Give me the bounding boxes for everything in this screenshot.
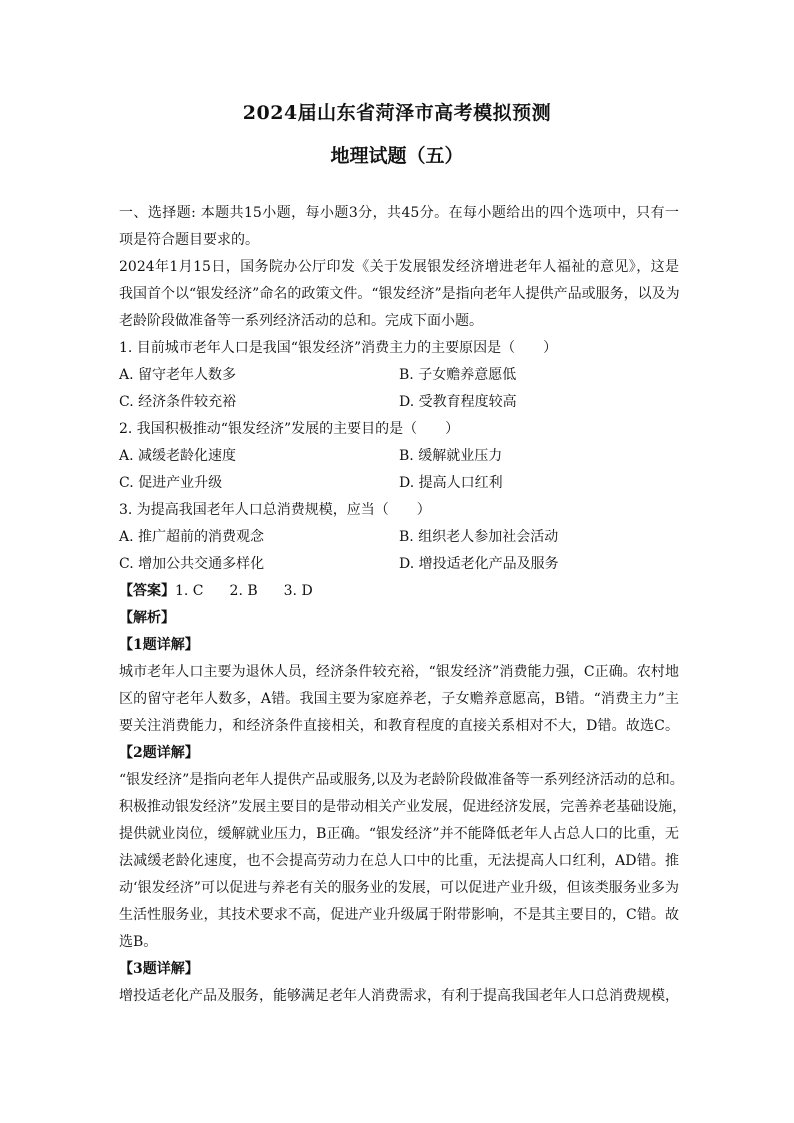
option-row — [119, 362, 679, 389]
detail-heading: 【1题详解】 — [119, 637, 199, 653]
detail-line: 提供就业岗位，缓解就业压力，B正确。“银发经济”并不能降低老年人占总人口的比重，无 — [119, 826, 679, 842]
question-stem: 1. 目前城市老年人口是我国“银发经济”消费主力的主要原因是（ ） — [119, 340, 558, 356]
analysis-heading: 【解析】 — [119, 610, 175, 626]
passage-line: 我国首个以“银发经济”命名的政策文件。“银发经济”是指向老年人提供产品或服务，以及为 — [119, 286, 680, 302]
detail-line: 区的留守老年人数多，A错。我国主要为家庭养老，子女赡养意愿高，B错。“消费主力”主 — [119, 691, 679, 707]
detail-heading: 【2题详解】 — [119, 745, 199, 761]
option-b: B. 组织老人参加社会活动 — [399, 529, 559, 545]
detail-line: 增投适老化产品及服务，能够满足老年人消费需求，有利于提高我国老年人口总消费规模， — [119, 988, 679, 1004]
question-stem: 3. 为提高我国老年人口总消费规模，应当（ ） — [119, 502, 431, 518]
document-body — [119, 200, 687, 1010]
option-a: A. 推广超前的消费观念 — [119, 529, 265, 545]
detail-line: 法减缓老龄化速度，也不会提高劳动力在总人口中的比重，无法提高人口红利，AD错。推 — [119, 853, 679, 869]
option-a: A. 留守老年人数多 — [119, 367, 237, 383]
document-subtitle: 地理试题（五） — [330, 145, 464, 167]
option-row — [119, 551, 679, 578]
section-intro-line: 项是符合题目要求的。 — [119, 232, 259, 248]
detail-line: 要关注消费能力，和经济条件直接相关，和教育程度的直接关系相对不大，D错。故选C。 — [119, 718, 679, 734]
answer-item: 1. C — [175, 583, 204, 599]
option-row — [119, 389, 679, 416]
option-b: B. 子女赡养意愿低 — [399, 367, 517, 383]
detail-line: 选B。 — [119, 934, 158, 950]
detail-line: 积极推动银发经济”发展主要目的是带动相关产业发展，促进经济发展，完善养老基础设施， — [119, 799, 687, 815]
option-d: D. 增投适老化产品及服务 — [399, 556, 559, 572]
detail-line: 动‘银发经济”可以促进与养老有关的服务业的发展，可以促进产业升级，但该类服务业多为 — [119, 880, 679, 896]
detail-line: 生活性服务业，其技术要求不高，促进产业升级属于附带影响，不是其主要目的，C错。故 — [119, 907, 679, 923]
option-row — [119, 470, 679, 497]
document-title: 2024届山东省菏泽市高考模拟预测 — [242, 102, 552, 124]
detail-line: “银发经济”是指向老年人提供产品或服务,以及为老龄阶段做准备等一系列经济活动的总和。 — [119, 772, 684, 788]
option-c: C. 增加公共交通多样化 — [119, 556, 265, 572]
passage-line: 2024年1月15日，国务院办公厅印发《关于发展银发经济增进老年人福祉的意见》，这是 — [119, 259, 679, 275]
detail-line: 城市老年人口主要为退休人员，经济条件较充裕，“银发经济”消费能力强，C正确。农村地 — [119, 664, 679, 680]
section-intro-line: 一、选择题: 本题共15小题，每小题3分，共45分。在每小题给出的四个选项中，只有一 — [119, 205, 679, 221]
passage-line: 老龄阶段做准备等一系列经济活动的总和。完成下面小题。 — [119, 313, 483, 329]
answer-label: 【答案】 — [119, 583, 175, 599]
option-c: C. 经济条件较充裕 — [119, 394, 237, 410]
question-stem: 2. 我国积极推动“银发经济”发展的主要目的是（ ） — [119, 421, 460, 437]
answer-item: 3. D — [283, 583, 313, 599]
option-row — [119, 443, 679, 470]
option-a: A. 减缓老龄化速度 — [119, 448, 237, 464]
option-b: B. 缓解就业压力 — [399, 448, 503, 464]
option-c: C. 促进产业升级 — [119, 475, 223, 491]
option-row — [119, 524, 679, 551]
answer-line — [119, 578, 679, 605]
option-d: D. 提高人口红利 — [399, 475, 503, 491]
detail-heading: 【3题详解】 — [119, 961, 199, 977]
option-d: D. 受教育程度较高 — [399, 394, 517, 410]
answer-item: 2. B — [229, 583, 258, 599]
